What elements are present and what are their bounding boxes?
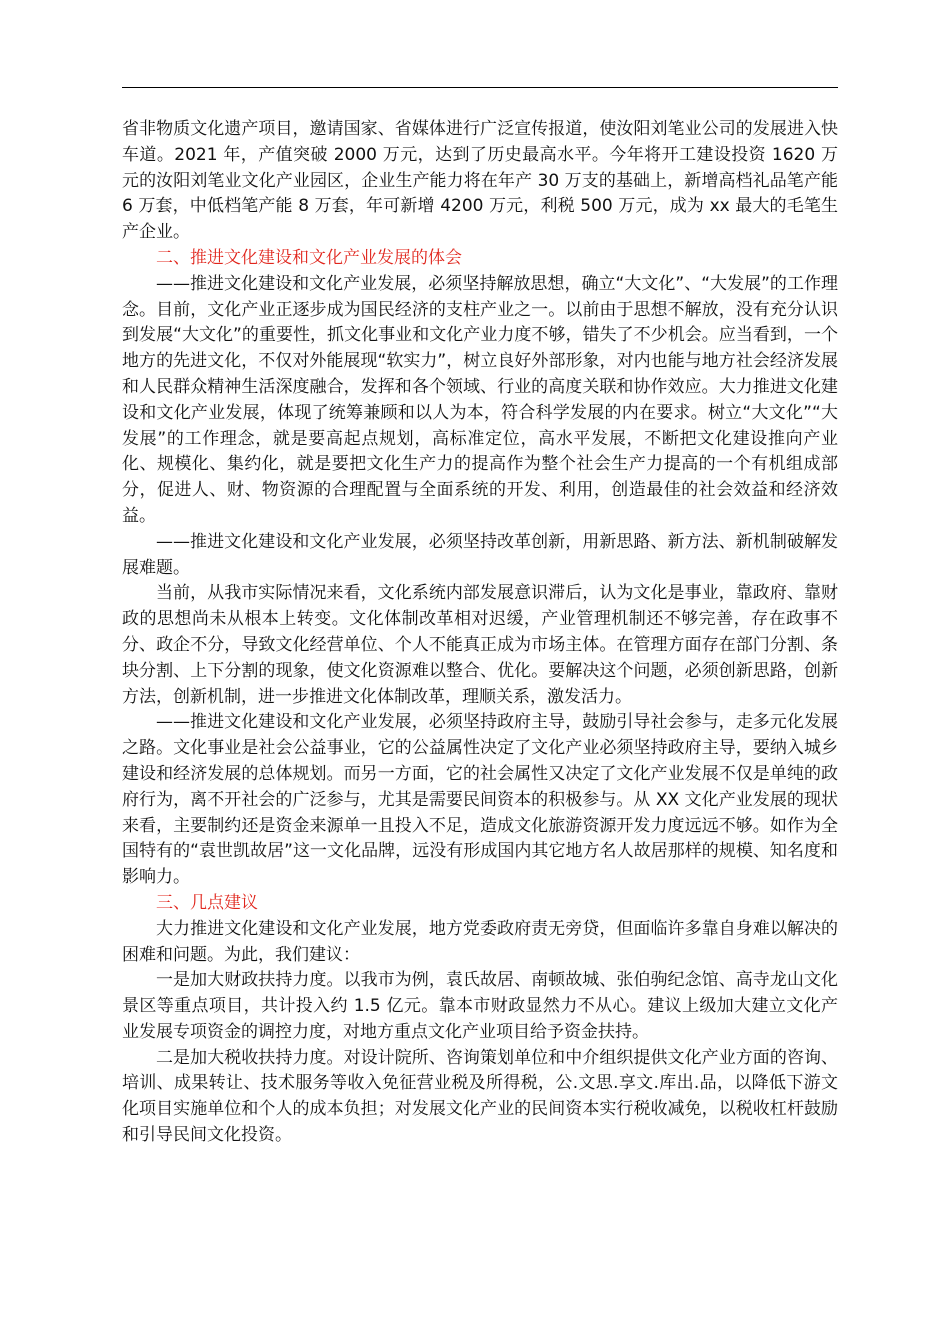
header-rule bbox=[122, 87, 838, 88]
section-heading-2: 二、推进文化建设和文化产业发展的体会 bbox=[156, 247, 462, 268]
paragraph: 大力推进文化建设和文化产业发展，地方党委政府责无旁贷，但面临许多靠自身难以解决的困难和问题。为此，我们建议： bbox=[122, 918, 838, 965]
paragraph: 二是加大税收扶持力度。对设计院所、咨询策划单位和中介组织提供文化产业方面的咨询、培训、成果转让、技术服务等收入免征营业税及所得税，公.文思.享文.库出.品，以降低下游文化项目实施单位和个人的成本负担；对发展文化产业的民间资本实行税收减免，以税收杠杆鼓励和引导民间文化投资。 bbox=[122, 1047, 838, 1146]
paragraph: 一是加大财政扶持力度。以我市为例，袁氏故居、南顿故城、张伯驹纪念馆、高寺龙山文化景区等重点项目，共计投入约 1.5 亿元。靠本市财政显然力不从心。建议上级加大建立文化产业发展专项资金的调控力度，对地方重点文化产业项目给予资金扶持。 bbox=[122, 970, 838, 1042]
paragraph: 当前，从我市实际情况来看，文化系统内部发展意识滞后，认为文化是事业，靠政府、靠财政的思想尚未从根本上转变。文化体制改革相对迟缓，产业管理机制还不够完善，存在政事不分、政企不分，导致文化经营单位、个人不能真正成为市场主体。在管理方面存在部门分割、条块分割、上下分割的现象，使文化资源难以整合、优化。要解决这个问题，必须创新思路，创新方法，创新机制，进一步推进文化体制改革，理顺关系，激发活力。 bbox=[122, 583, 838, 707]
paragraph: ——推进文化建设和文化产业发展，必须坚持改革创新，用新思路、新方法、新机制破解发展难题。 bbox=[122, 531, 838, 578]
document-body bbox=[122, 117, 838, 1149]
section-heading-3: 三、几点建议 bbox=[156, 892, 258, 913]
paragraph-continuation: 省非物质文化遗产项目，邀请国家、省媒体进行广泛宣传报道，使汝阳刘笔业公司的发展进入快车道。2021 年，产值突破 2000 万元，达到了历史最高水平。今年将开工建设投资 1620 万元的汝阳刘笔业文化产业园区，企业生产能力将在年产 30 万支的基础上，新增高档礼品笔产能 6 万套，中低档笔产能 8 万套，年可新增 4200 万元，利税 500 万元，成为 xx 最大的毛笔生产企业。 bbox=[122, 119, 838, 243]
paragraph: ——推进文化建设和文化产业发展，必须坚持解放思想，确立“大文化”、“大发展”的工作理念。目前，文化产业正逐步成为国民经济的支柱产业之一。以前由于思想不解放，没有充分认识到发展“大文化”的重要性，抓文化事业和文化产业力度不够，错失了不少机会。应当看到，一个地方的先进文化，不仅对外能展现“软实力”，树立良好外部形象，对内也能与地方社会经济发展和人民群众精神生活深度融合，发挥和各个领域、行业的高度关联和协作效应。大力推进文化建设和文化产业发展，体现了统筹兼顾和以人为本，符合科学发展的内在要求。树立“大文化”“大发展”的工作理念，就是要高起点规划，高标准定位，高水平发展，不断把文化建设推向产业化、规模化、集约化，就是要把文化生产力的提高作为整个社会生产力提高的一个有机组成部分，促进人、财、物资源的合理配置与全面系统的开发、利用，创造最佳的社会效益和经济效益。 bbox=[122, 273, 838, 526]
paragraph: ——推进文化建设和文化产业发展，必须坚持政府主导，鼓励引导社会参与，走多元化发展之路。文化事业是社会公益事业，它的公益属性决定了文化产业必须坚持政府主导，要纳入城乡建设和经济发展的总体规划。而另一方面，它的社会属性又决定了文化产业发展不仅是单纯的政府行为，离不开社会的广泛参与，尤其是需要民间资本的积极参与。从 XX 文化产业发展的现状来看，主要制约还是资金来源单一且投入不足，造成文化旅游资源开发力度远远不够。如作为全国特有的“袁世凯故居”这一文化品牌，远没有形成国内其它地方名人故居那样的规模、知名度和影响力。 bbox=[122, 712, 838, 888]
